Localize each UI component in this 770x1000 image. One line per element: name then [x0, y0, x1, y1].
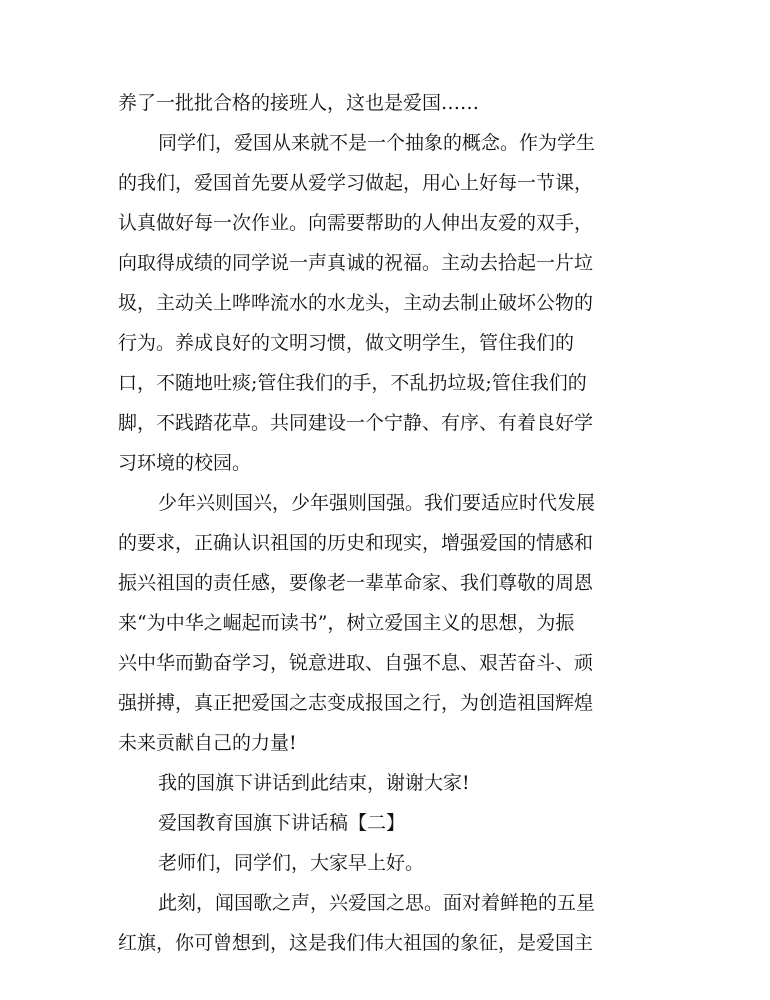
text-line: 习环境的校园。	[118, 452, 252, 474]
text-line: 向取得成绩的同学说一声真诚的祝福。主动去拾起一片垃	[118, 252, 594, 274]
text-line: 认真做好每一次作业。向需要帮助的人伸出友爱的双手，	[118, 212, 594, 234]
text-line: 的要求，正确认识祖国的历史和现实，增强爱国的情感和	[118, 532, 594, 554]
text-line: 口，不随地吐痰;管住我们的手，不乱扔垃圾;管住我们的	[118, 372, 587, 394]
text-line: 的我们，爱国首先要从爱学习做起，用心上好每一节课，	[118, 172, 594, 194]
text-line: 行为。养成良好的文明习惯，做文明学生，管住我们的	[118, 332, 575, 354]
text-line: 来“为中华之崛起而读书”，树立爱国主义的思想，为振	[118, 612, 575, 634]
text-line: 红旗，你可曾想到，这是我们伟大祖国的象征，是爱国主	[118, 932, 594, 954]
text-line: 老师们，同学们，大家早上好。	[158, 852, 425, 874]
text-line: 强拼搏，真正把爱国之志变成报国之行，为创造祖国辉煌	[118, 692, 594, 714]
text-line: 脚，不践踏花草。共同建设一个宁静、有序、有着良好学	[118, 412, 594, 434]
text-line: 少年兴则国兴，少年强则国强。我们要适应时代发展	[158, 492, 596, 514]
text-line: 此刻，闻国歌之声，兴爱国之思。面对着鲜艳的五星	[158, 892, 596, 914]
text-line: 未来贡献自己的力量!	[118, 732, 297, 754]
text-line: 同学们，爱国从来就不是一个抽象的概念。作为学生	[158, 132, 596, 154]
text-line: 兴中华而勤奋学习，锐意进取、自强不息、艰苦奋斗、顽	[118, 652, 594, 674]
text-line: 养了一批批合格的接班人，这也是爱国……	[118, 92, 480, 114]
text-line: 我的国旗下讲话到此结束，谢谢大家!	[158, 772, 470, 794]
section-heading: 爱国教育国旗下讲话稿【二】	[158, 812, 406, 834]
text-line: 振兴祖国的责任感，要像老一辈革命家、我们尊敬的周恩	[118, 572, 594, 594]
text-line: 圾，主动关上哗哗流水的水龙头，主动去制止破坏公物的	[118, 292, 594, 314]
